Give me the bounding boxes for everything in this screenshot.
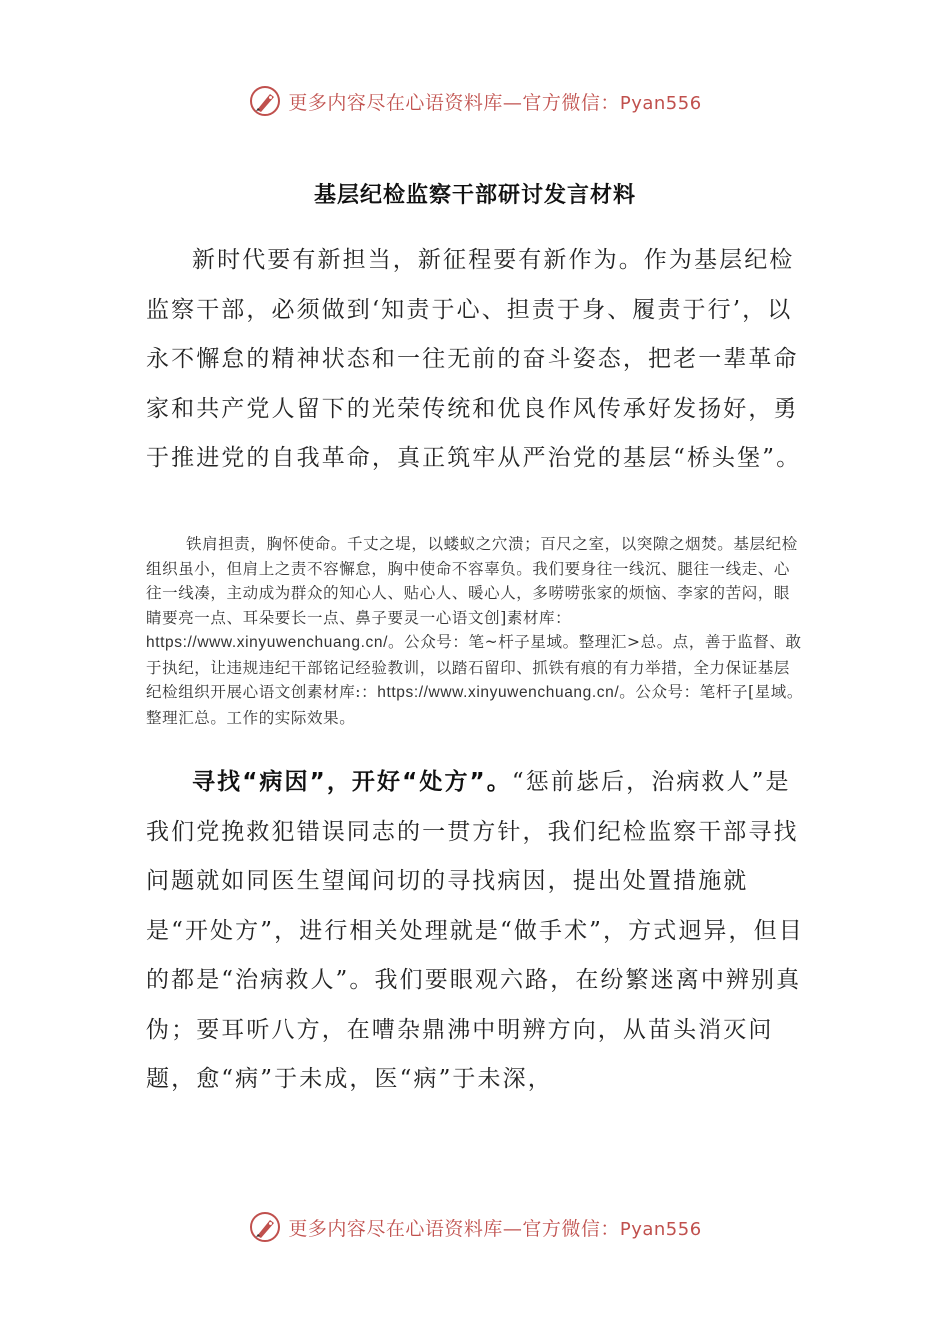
document-title: 基层纪检监察干部研讨发言材料 — [313, 183, 636, 208]
paragraph-1: 新时代要有新担当，新征程要有新作为。作为基层纪检监察干部，必须做到‘知责于心、担责于身、履责于行’，以永不懈怠的精神状态和一往无前的奋斗姿态，把老一辈革命家和共产党人留下的光荣传统和优良作风传承好发扬好，勇于推进党的自我革命，真正筑牢从严治党的基层“桥头堡”。 — [146, 247, 802, 471]
wechat-id: Pyan556 — [619, 92, 702, 114]
pen-nib-logo-icon — [248, 84, 282, 118]
pen-nib-logo-icon — [248, 1210, 282, 1244]
source-url: https://www.xinyuwenchuang.cn/ — [146, 634, 389, 651]
source-url: https://www.xinyuwenchuang.cn/ — [377, 684, 620, 701]
paragraph-3-lead: 寻找“病因”，开好“处方”。 — [192, 769, 512, 795]
banner-text: 更多内容尽在心语资料库—官方微信：Pyan556 — [288, 91, 702, 114]
banner-text: 更多内容尽在心语资料库—官方微信：Pyan556 — [288, 1217, 702, 1240]
wechat-id: Pyan556 — [619, 1218, 702, 1240]
paragraph-2: 铁肩担责，胸怀使命。千丈之堤，以蝼蚁之穴溃；百尺之室，以突隙之烟焚。基层纪检组织虽小，但肩上之责不容懈怠，胸中使命不容辜负。我们要身往一线沉、腿往一线走、心往一线凑，主动成为群众的知心人、贴心人、暖心人，多唠唠张家的烦恼、李家的苦闷，眼睛要亮一点、耳朵要长一点、鼻子要灵一心语文创]素材库：https://www.xinyuwenchuang.cn/。公众号：笔~杆子星域。整理汇>总。点，善于监督、敢于执纪，让违规违纪干部铭记经验教训，以踏石留印、抓铁有痕的有力举措，全力保证基层纪检组织开展心语文创素材库:：https://www.xinyuwenchuang.cn/。公众号：笔杆子[星域。整理汇总。工作的实际效果。 — [146, 535, 803, 727]
paragraph-3: 寻找“病因”，开好“处方”。“惩前毖后，治病救人”是我们党挽救犯错误同志的一贯方针，我们纪检监察干部寻找问题就如同医生望闻问切的寻找病因，提出处置措施就是“开处方”，进行相关处理就是“做手术”，方式迥异，但目的都是“治病救人”。我们要眼观六路，在纷繁迷离中辨别真伪；要耳听八方，在嘈杂鼎沸中明辨方向，从苗头消灭问题，愈“病”于未成，医“病”于未深， — [146, 769, 804, 1092]
footer-banner — [0, 1210, 950, 1244]
header-banner — [0, 84, 950, 118]
